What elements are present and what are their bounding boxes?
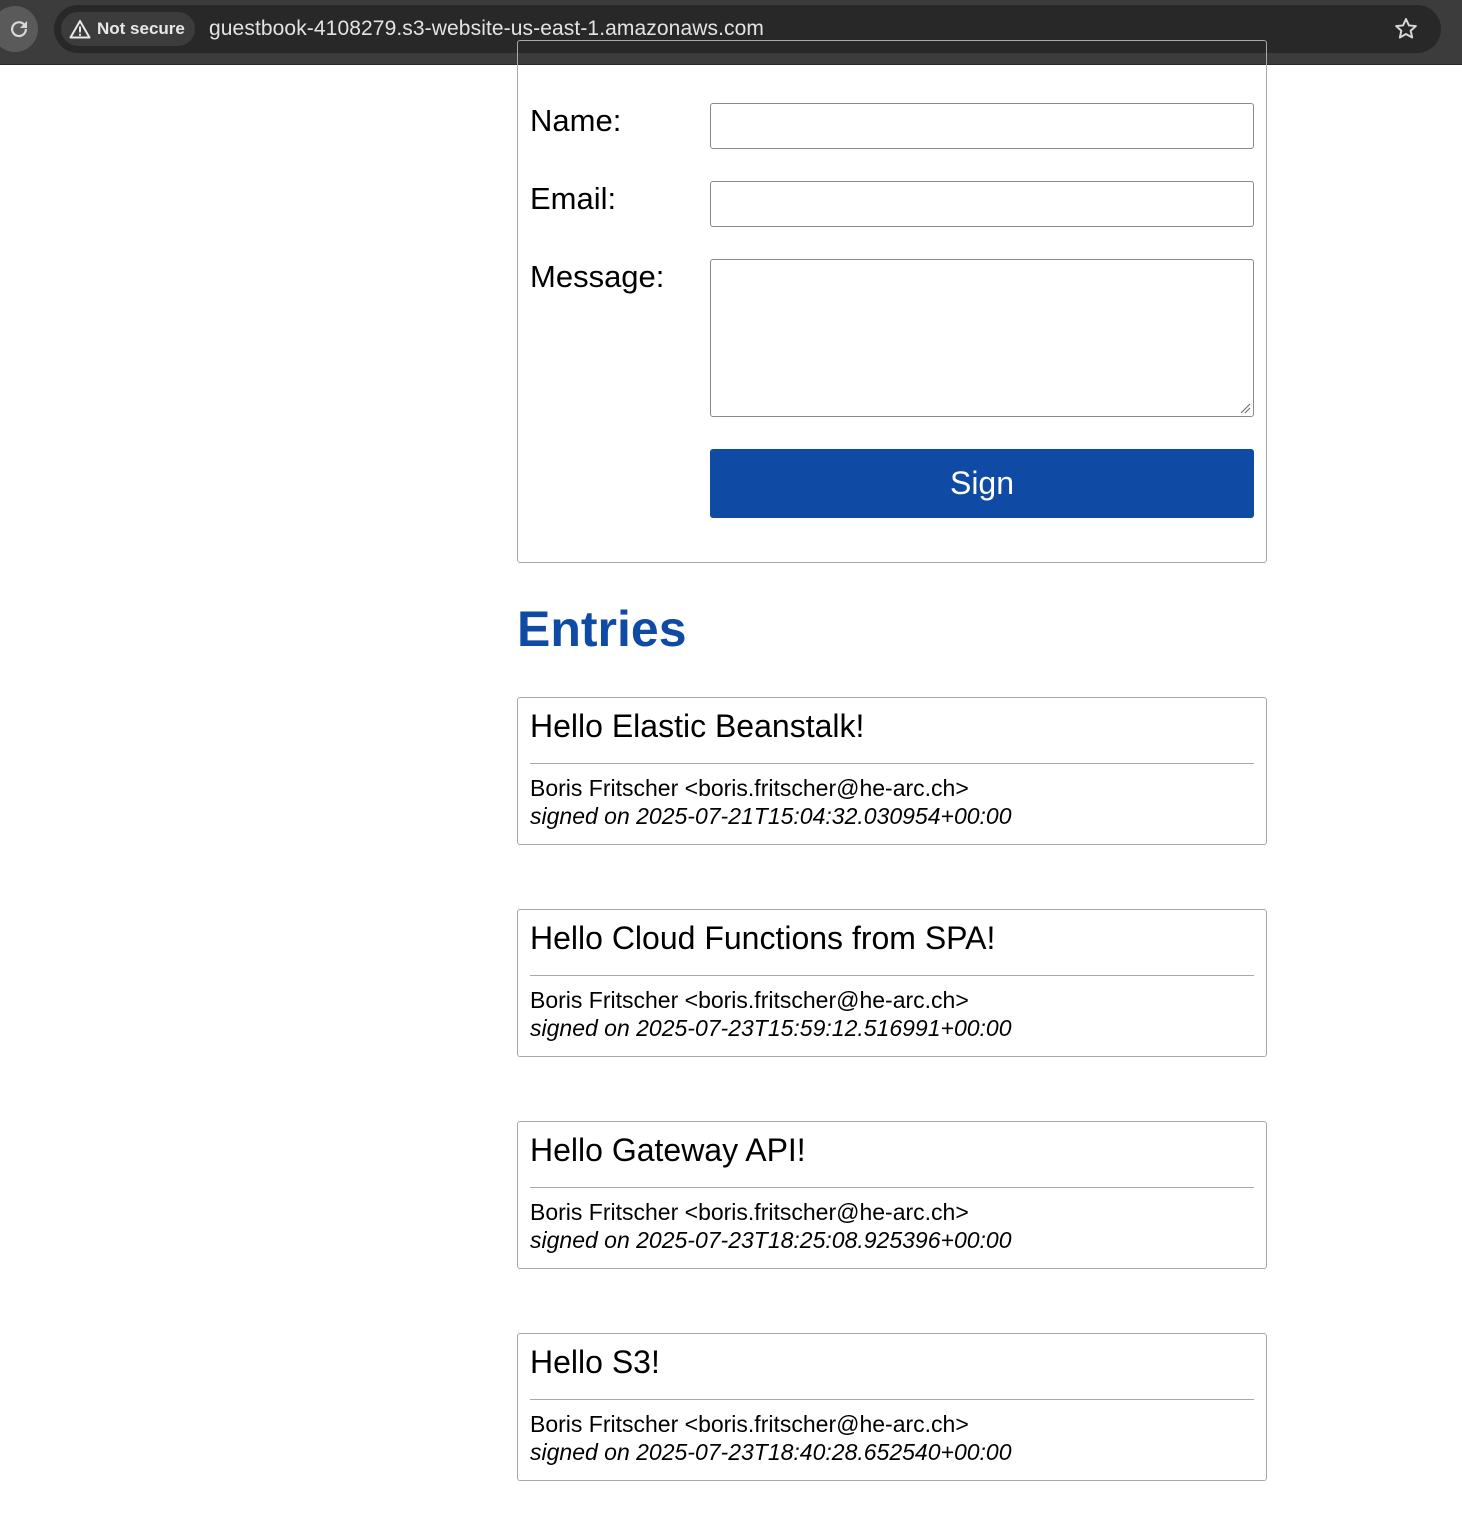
entry-card bbox=[517, 1121, 1267, 1269]
entries-heading: Entries bbox=[517, 601, 687, 657]
url-text[interactable]: guestbook-4108279.s3-website-us-east-1.amazonaws.com bbox=[209, 17, 764, 40]
security-indicator[interactable] bbox=[61, 12, 195, 46]
entry-signed-date: signed on 2025-07-21T15:04:32.030954+00:00 bbox=[530, 803, 1012, 829]
entry-divider bbox=[530, 975, 1254, 976]
entry-signed-date: signed on 2025-07-23T18:40:28.652540+00:00 bbox=[530, 1439, 1012, 1465]
entry-card bbox=[517, 697, 1267, 845]
entry-card bbox=[517, 909, 1267, 1057]
warning-icon bbox=[69, 19, 91, 39]
name-input[interactable] bbox=[710, 103, 1254, 149]
entry-message: Hello Cloud Functions from SPA! bbox=[530, 920, 996, 956]
entry-message: Hello Elastic Beanstalk! bbox=[530, 708, 865, 744]
entry-divider bbox=[530, 1399, 1254, 1400]
entry-author: Boris Fritscher <boris.fritscher@he-arc.ch> bbox=[530, 775, 969, 801]
reload-button[interactable] bbox=[0, 6, 38, 52]
entry-card bbox=[517, 1333, 1267, 1481]
entry-message: Hello Gateway API! bbox=[530, 1132, 806, 1168]
message-label: Message: bbox=[530, 259, 665, 294]
sign-button[interactable]: Sign bbox=[710, 449, 1254, 518]
entry-divider bbox=[530, 763, 1254, 764]
reload-icon bbox=[7, 17, 31, 41]
entry-author: Boris Fritscher <boris.fritscher@he-arc.ch> bbox=[530, 1199, 969, 1225]
email-label: Email: bbox=[530, 181, 617, 216]
entry-signed-date: signed on 2025-07-23T18:25:08.925396+00:00 bbox=[530, 1227, 1012, 1253]
security-label: Not secure bbox=[97, 19, 185, 38]
bookmark-star-icon[interactable] bbox=[1393, 16, 1419, 47]
entry-author: Boris Fritscher <boris.fritscher@he-arc.ch> bbox=[530, 987, 969, 1013]
entry-message: Hello S3! bbox=[530, 1344, 660, 1380]
message-textarea[interactable] bbox=[710, 259, 1254, 417]
name-label: Name: bbox=[530, 103, 622, 138]
entry-author: Boris Fritscher <boris.fritscher@he-arc.ch> bbox=[530, 1411, 969, 1437]
entry-divider bbox=[530, 1187, 1254, 1188]
email-input[interactable] bbox=[710, 181, 1254, 227]
resize-grip-icon[interactable] bbox=[1239, 402, 1251, 414]
entry-signed-date: signed on 2025-07-23T15:59:12.516991+00:00 bbox=[530, 1015, 1012, 1041]
